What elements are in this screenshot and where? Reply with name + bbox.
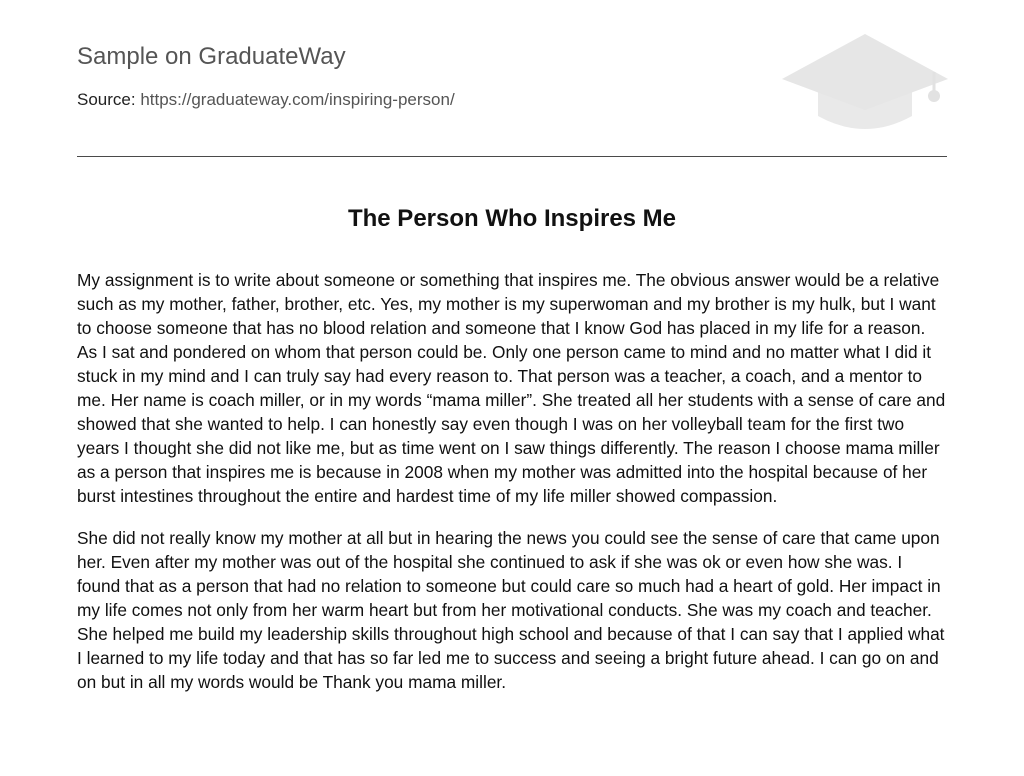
source-link[interactable]: https://graduateway.com/inspiring-person/ bbox=[140, 90, 455, 109]
page-header bbox=[77, 0, 947, 157]
graduation-cap-icon bbox=[782, 30, 948, 134]
source-label: Source: bbox=[77, 90, 136, 109]
document-body bbox=[77, 268, 947, 712]
document-title: The Person Who Inspires Me bbox=[347, 205, 677, 232]
paragraph: My assignment is to write about someone or something that inspires me. The obvious answer would be a relative such as my mother, father, brother, etc. Yes, my mother is my superwoman and my brother is my hulk, but I want to choose someone that has no blood relation and someone that I know God has placed in my life for a reason. As I sat and pondered on whom that person could be. Only one person came to mind and no matter what I did it stuck in my mind and I can truly say had every reason to. That person was a teacher, a coach, and a mentor to me. Her name is coach miller, or in my words “mama miller”. She treated all her students with a sense of care and showed that she wanted to help. I can honestly say even though I was on her volleyball team for the first two years I thought she did not like me, but as time went on I saw things differently. The reason I choose mama miller as a person that inspires me is because in 2008 when my mother was admitted into the hospital because of her burst intestines throughout the entire and hardest time of my life miller showed compassion. bbox=[77, 270, 946, 506]
paragraph: She did not really know my mother at all but in hearing the news you could see the sense of care that came upon her. Even after my mother was out of the hospital she continued to ask if she was ok or even how she was. I found that as a person that had no relation to someone but could care so much had a heart of gold. Her impact in my life comes not only from her warm heart but from her motivational conducts. She was my coach and teacher. She helped me build my leadership skills throughout high school and because of that I can say that I applied what I learned to my life today and that has so far led me to success and seeing a bright future ahead. I can go on and on but in all my words would be Thank you mama miller. bbox=[77, 528, 945, 692]
sample-title: Sample on GraduateWay bbox=[77, 43, 346, 70]
source-line bbox=[77, 90, 455, 110]
